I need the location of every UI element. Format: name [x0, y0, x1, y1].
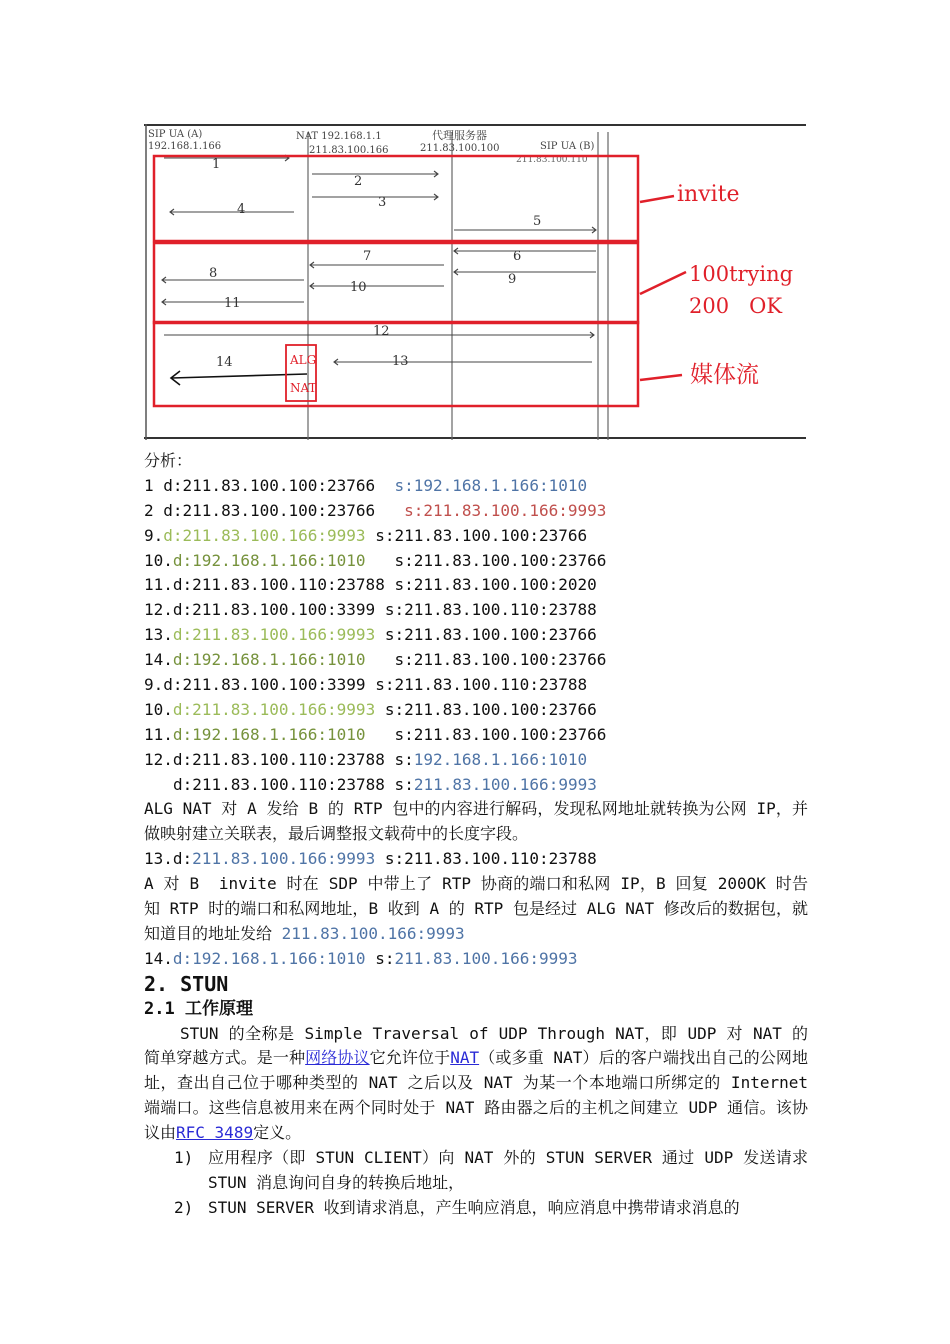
label-12: 12 [373, 324, 390, 339]
address-segment: 9.d:211.83.100.100:3399 s:211.83.100.110:23788 [144, 675, 588, 695]
address-segment: s:211.83.100.100:23766 [365, 724, 607, 744]
address-line [144, 623, 808, 648]
address-segment: 10. [144, 699, 173, 719]
address-line [144, 748, 808, 773]
address-segment: 14. [144, 650, 173, 670]
address-segment: 11. [144, 724, 173, 744]
address-segment: 13. [144, 625, 173, 645]
analysis-section [144, 449, 808, 1221]
link-network-protocol[interactable]: 网络协议 [305, 1048, 370, 1068]
label-14: 14 [216, 355, 233, 370]
address-segment: 13.d: [144, 849, 193, 869]
address-segment: d:211.83.100.166:9993 [163, 525, 366, 545]
address-line [144, 648, 808, 673]
address-line [144, 474, 808, 499]
address-segment: 11.d:211.83.100.110:23788 s:211.83.100.100:2020 [144, 575, 597, 595]
sip-alg-flow-diagram [144, 124, 806, 440]
address-segment: s:211.83.100.110:23788 [375, 849, 597, 869]
box-invite [154, 156, 638, 241]
label-7: 7 [363, 249, 372, 264]
address-segment: 12.d:211.83.100.100:3399 s:211.83.100.110:23788 [144, 600, 597, 620]
col-proxy-name: 代理服务器 [432, 129, 487, 142]
address-segment: s:192.168.1.166:1010 [394, 475, 588, 495]
col-nat-ip: 211.83.100.166 [309, 145, 389, 156]
highlight-boxes [154, 156, 686, 406]
address-segment: 211.83.100.166:9993 [281, 923, 465, 943]
intro-text-2: 它允许位于 [369, 1048, 451, 1068]
label-6: 6 [513, 249, 522, 264]
col-b-name: SIP UA (B) [540, 141, 595, 152]
nat-label: NAT [290, 381, 317, 395]
intro-text-1: STUN 的全称是 Simple Traversal of UDP Through NAT，即 UDP 对 NAT 的简单穿越方式。是一种 [144, 1023, 808, 1068]
address-segment: d:211.83.100.166:9993 [172, 699, 376, 719]
list-item-number: 2) [174, 1197, 194, 1217]
analysis-paragraph [144, 797, 808, 847]
address-line [144, 549, 808, 574]
analysis-title: 分析： [144, 451, 193, 470]
label-1: 1 [212, 157, 221, 172]
address-line [144, 673, 808, 698]
address-segment: 10. [144, 550, 173, 570]
label-4: 4 [237, 202, 246, 217]
intro-text-4: 定义。 [253, 1123, 302, 1143]
callout-line-invite [640, 196, 674, 202]
address-segment: d:211.83.100.166:9993 [172, 625, 376, 645]
address-segment: 12.d:211.83.100.110:23788 s: [144, 749, 414, 769]
address-line [144, 524, 808, 549]
label-9: 9 [508, 272, 517, 287]
list-item-number: 1) [174, 1148, 194, 1168]
intro-text-3: （或多重 NAT）后的客户端找出自己的公网地址，查出自己位于哪种类型的 NAT 之后以及 NAT 为某一个本地端口所绑定的 Internet 端端口。这些信息被用来在两个同时处于 NAT 路由器之后的主机之间建立 UDP 通信。该协议由 [144, 1048, 808, 1143]
callout-invite: invite [677, 182, 740, 207]
label-2: 2 [354, 174, 363, 189]
callout-line-trying [640, 272, 686, 294]
address-segment: d:192.168.1.166:1010 [172, 650, 366, 670]
address-segment: 192.168.1.166:1010 [413, 749, 588, 769]
col-a-ip: 192.168.1.166 [148, 141, 222, 152]
section-subheading: 2.1 工作原理 [144, 998, 253, 1019]
address-line [144, 947, 808, 972]
callout-media: 媒体流 [690, 362, 759, 388]
link-rfc3489[interactable]: RFC 3489 [176, 1123, 254, 1143]
address-segment: s:211.83.100.100:23766 [365, 525, 588, 545]
address-line [144, 773, 808, 798]
address-segment: 211.83.100.166:9993 [394, 948, 578, 968]
col-a-name: SIP UA (A) [148, 129, 203, 140]
alg-label: ALG [290, 353, 317, 367]
label-5: 5 [533, 214, 542, 229]
label-13: 13 [392, 354, 409, 369]
address-segment: 9. [144, 525, 164, 545]
address-segment: d:192.168.1.166:1010 [172, 948, 366, 968]
address-segment: 211.83.100.166:9993 [192, 849, 376, 869]
label-8: 8 [209, 266, 218, 281]
address-segment: 211.83.100.166:9993 [413, 774, 597, 794]
callout-200ok: 200 OK [689, 294, 783, 318]
list-item [144, 1146, 808, 1196]
address-segment: ALG NAT 对 A 发给 B 的 RTP 包中的内容进行解码，发现私网地址就转换为公网 IP，并做映射建立关联表，最后调整报文载荷中的长度字段。 [144, 799, 808, 844]
col-b-ip: 211.83.100.110 [516, 155, 588, 165]
address-segment: d:192.168.1.166:1010 [172, 550, 366, 570]
address-segment: d:211.83.100.110:23788 s: [173, 774, 414, 794]
label-10: 10 [350, 280, 367, 295]
callout-100trying: 100trying [689, 262, 794, 286]
address-segment: 1 d:211.83.100.100:23766 [144, 475, 395, 495]
address-segment: 2 d:211.83.100.100:23766 [144, 500, 395, 520]
col-proxy-ip: 211.83.100.100 [420, 143, 500, 154]
address-segment: d:192.168.1.166:1010 [172, 724, 366, 744]
address-segment: s:211.83.100.100:23766 [365, 650, 607, 670]
address-segment: 14. [144, 948, 173, 968]
address-line [144, 847, 808, 872]
analysis-paragraph [144, 872, 808, 947]
label-11: 11 [224, 296, 241, 311]
address-segment: s:211.83.100.100:23766 [375, 625, 597, 645]
address-lines [144, 474, 808, 972]
callout-line-media [640, 375, 682, 380]
address-line [144, 573, 808, 598]
section-heading: 2. STUN [144, 971, 229, 996]
link-nat[interactable]: NAT [450, 1048, 480, 1068]
address-line [144, 499, 808, 524]
address-segment: s:211.83.100.166:9993 [394, 500, 607, 520]
stun-intro-paragraph [144, 1022, 808, 1147]
address-segment: s:211.83.100.100:23766 [375, 699, 597, 719]
address-line [144, 598, 808, 623]
address-line [144, 698, 808, 723]
list-item [144, 1196, 808, 1221]
list-item-text: STUN SERVER 收到请求消息，产生响应消息，响应消息中携带请求消息的 [208, 1197, 740, 1217]
address-line [144, 723, 808, 748]
address-segment: s: [365, 948, 395, 968]
label-3: 3 [378, 195, 387, 210]
list-item-text: 应用程序（即 STUN CLIENT）向 NAT 外的 STUN SERVER 通过 UDP 发送请求 STUN 消息询问自身的转换后地址， [208, 1148, 808, 1192]
box-trying-ok [154, 243, 638, 323]
address-segment: A 对 B invite 时在 SDP 中带上了 RTP 协商的端口和私网 IP，B 回复 200OK 时告知 RTP 时的端口和私网地址，B 收到 A 的 RTP 包是经过 ALG NAT 修改后的数据包，就知道目的地址发给 [144, 874, 808, 943]
col-nat-name: NAT 192.168.1.1 [296, 131, 382, 142]
address-segment: s:211.83.100.100:23766 [365, 550, 607, 570]
